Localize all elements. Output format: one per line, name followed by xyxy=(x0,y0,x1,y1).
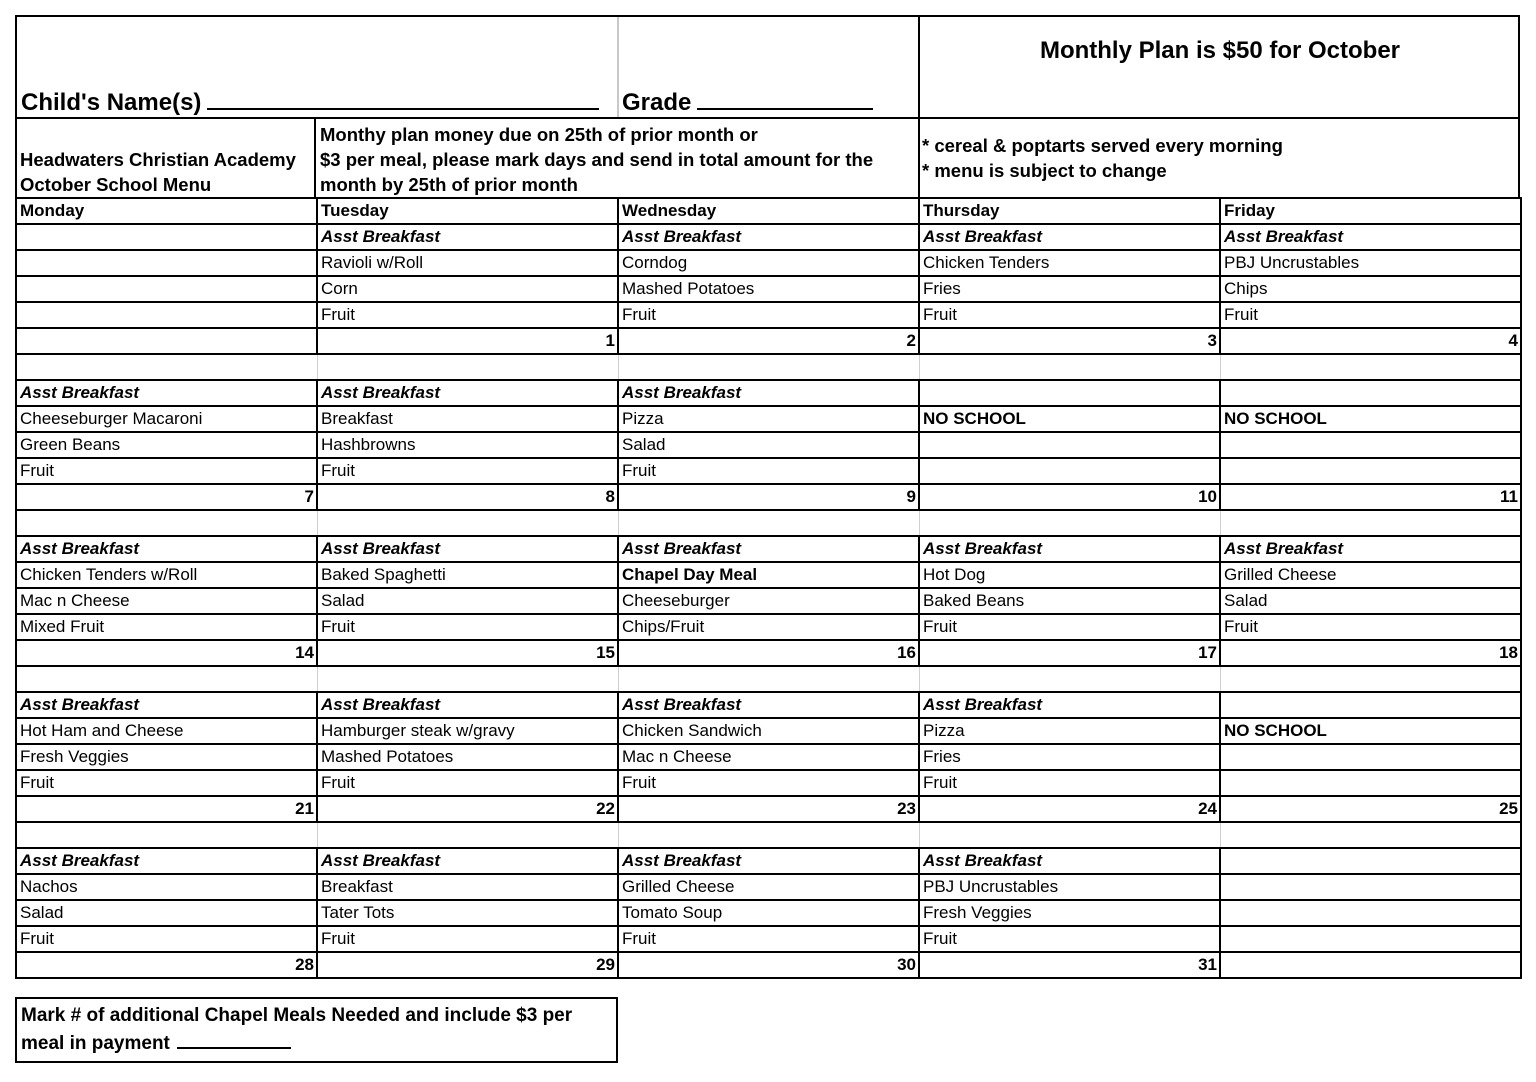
date-row xyxy=(16,640,1521,666)
menu-item-cell: Hashbrowns xyxy=(317,432,618,458)
date-number: 30 xyxy=(618,952,919,978)
menu-item-cell: Baked Beans xyxy=(919,588,1220,614)
menu-item-cell: Chips xyxy=(1220,276,1521,302)
date-row xyxy=(16,796,1521,822)
menu-item-cell: Mixed Fruit xyxy=(16,614,317,640)
menu-item-cell: Fruit xyxy=(16,770,317,796)
menu-row xyxy=(16,562,1521,588)
breakfast-cell: Asst Breakfast xyxy=(618,224,919,250)
menu-item-cell: Tater Tots xyxy=(317,900,618,926)
day-header-monday: Monday xyxy=(16,198,317,224)
date-number: 7 xyxy=(16,484,317,510)
chapel-note-line xyxy=(21,1030,612,1058)
breakfast-cell: Asst Breakfast xyxy=(317,692,618,718)
menu-row xyxy=(16,848,1521,874)
menu-row xyxy=(16,874,1521,900)
breakfast-cell: Asst Breakfast xyxy=(1220,536,1521,562)
menu-row xyxy=(16,770,1521,796)
menu-item-cell: Fruit xyxy=(317,302,618,328)
date-number: 22 xyxy=(317,796,618,822)
spacer-cell xyxy=(618,666,919,692)
breakfast-cell: Asst Breakfast xyxy=(919,692,1220,718)
menu-item-cell: Baked Spaghetti xyxy=(317,562,618,588)
breakfast-cell: Asst Breakfast xyxy=(618,692,919,718)
spacer-cell xyxy=(317,666,618,692)
day-header-thursday: Thursday xyxy=(919,198,1220,224)
menu-row xyxy=(16,250,1521,276)
date-row xyxy=(16,328,1521,354)
empty-cell xyxy=(1220,770,1521,796)
week-spacer-row xyxy=(16,822,1521,848)
empty-cell xyxy=(919,432,1220,458)
spacer-cell xyxy=(16,822,317,848)
menu-row xyxy=(16,302,1521,328)
empty-cell xyxy=(1220,926,1521,952)
breakfast-cell: Asst Breakfast xyxy=(317,380,618,406)
date-number: 14 xyxy=(16,640,317,666)
spacer-cell xyxy=(16,354,317,380)
empty-cell xyxy=(919,380,1220,406)
empty-cell xyxy=(1220,692,1521,718)
menu-item-cell: Tomato Soup xyxy=(618,900,919,926)
breakfast-cell: Asst Breakfast xyxy=(16,848,317,874)
spacer-cell xyxy=(919,822,1220,848)
menu-item-cell: Grilled Cheese xyxy=(1220,562,1521,588)
date-number: 2 xyxy=(618,328,919,354)
menu-item-cell: Fruit xyxy=(919,770,1220,796)
spacer-cell xyxy=(618,510,919,536)
spacer-cell xyxy=(1220,354,1521,380)
spacer-cell xyxy=(1220,666,1521,692)
breakfast-cell: Asst Breakfast xyxy=(618,536,919,562)
menu-item-cell: Hamburger steak w/gravy xyxy=(317,718,618,744)
empty-cell xyxy=(1220,744,1521,770)
spacer-cell xyxy=(16,510,317,536)
menu-item-cell: Salad xyxy=(317,588,618,614)
breakfast-cell: Asst Breakfast xyxy=(16,692,317,718)
empty-cell xyxy=(16,302,317,328)
menu-item-cell: Fruit xyxy=(618,302,919,328)
date-number: 17 xyxy=(919,640,1220,666)
menu-item-cell: Fruit xyxy=(618,458,919,484)
menu-item-cell: Cheeseburger Macaroni xyxy=(16,406,317,432)
menu-item-cell: Grilled Cheese xyxy=(618,874,919,900)
day-header-tuesday: Tuesday xyxy=(317,198,618,224)
menu-row xyxy=(16,536,1521,562)
menu-item-cell: Fruit xyxy=(919,614,1220,640)
spacer-cell xyxy=(618,822,919,848)
menu-item-cell: Mac n Cheese xyxy=(16,588,317,614)
divider xyxy=(617,17,619,117)
payment-text-line: month by 25th of prior month xyxy=(320,174,578,195)
breakfast-cell: Asst Breakfast xyxy=(16,536,317,562)
divider xyxy=(314,119,316,198)
empty-cell xyxy=(1220,458,1521,484)
school-name: Headwaters Christian Academy xyxy=(20,149,296,170)
child-name-field[interactable] xyxy=(21,89,599,117)
menu-row xyxy=(16,926,1521,952)
payment-text-line: $3 per meal, please mark days and send in total amount for the xyxy=(320,149,874,170)
day-header-wednesday: Wednesday xyxy=(618,198,919,224)
menu-row xyxy=(16,588,1521,614)
menu-row xyxy=(16,380,1521,406)
menu-row xyxy=(16,458,1521,484)
child-name-label: Child's Name(s) xyxy=(21,89,202,116)
menu-item-cell: Mac n Cheese xyxy=(618,744,919,770)
day-header-friday: Friday xyxy=(1220,198,1521,224)
menu-calendar xyxy=(15,197,1522,979)
menu-item-cell: Fruit xyxy=(317,458,618,484)
menu-item-cell: Fruit xyxy=(1220,614,1521,640)
breakfast-cell: Asst Breakfast xyxy=(16,380,317,406)
menu-row xyxy=(16,432,1521,458)
date-number: 10 xyxy=(919,484,1220,510)
menu-item-cell: Fruit xyxy=(618,926,919,952)
menu-row xyxy=(16,276,1521,302)
menu-item-cell: Fruit xyxy=(16,458,317,484)
spacer-cell xyxy=(317,354,618,380)
menu-item-cell: Hot Ham and Cheese xyxy=(16,718,317,744)
menu-row xyxy=(16,744,1521,770)
week-spacer-row xyxy=(16,354,1521,380)
date-number: 16 xyxy=(618,640,919,666)
empty-cell xyxy=(1220,432,1521,458)
divider xyxy=(918,17,920,117)
breakfast-cell: Asst Breakfast xyxy=(618,380,919,406)
spacer-cell xyxy=(919,510,1220,536)
menu-item-cell: Fries xyxy=(919,276,1220,302)
spacer-cell xyxy=(16,666,317,692)
menu-item-cell: Mashed Potatoes xyxy=(618,276,919,302)
breakfast-cell: Asst Breakfast xyxy=(1220,224,1521,250)
menu-item-cell: Salad xyxy=(16,900,317,926)
menu-item-cell: Fries xyxy=(919,744,1220,770)
menu-item-cell: Corn xyxy=(317,276,618,302)
breakfast-cell: Asst Breakfast xyxy=(618,848,919,874)
menu-item-cell: Chicken Sandwich xyxy=(618,718,919,744)
payment-text-line: Monthy plan money due on 25th of prior month or xyxy=(320,124,758,145)
spacer-cell xyxy=(317,510,618,536)
menu-item-cell: Nachos xyxy=(16,874,317,900)
spacer-cell xyxy=(919,666,1220,692)
menu-item-cell: Pizza xyxy=(919,718,1220,744)
divider xyxy=(918,119,920,198)
menu-item-cell: Fruit xyxy=(1220,302,1521,328)
menu-item-cell: Fresh Veggies xyxy=(16,744,317,770)
menu-item-cell: Chicken Tenders xyxy=(919,250,1220,276)
menu-item-cell: Fruit xyxy=(919,926,1220,952)
date-number: 23 xyxy=(618,796,919,822)
date-number: 1 xyxy=(317,328,618,354)
menu-item-cell: Chapel Day Meal xyxy=(618,562,919,588)
menu-item-cell: Pizza xyxy=(618,406,919,432)
menu-row xyxy=(16,692,1521,718)
date-number: 18 xyxy=(1220,640,1521,666)
payment-instructions xyxy=(320,122,873,197)
spacer-cell xyxy=(1220,822,1521,848)
date-row xyxy=(16,484,1521,510)
menu-item-cell: Hot Dog xyxy=(919,562,1220,588)
date-number: 24 xyxy=(919,796,1220,822)
empty-cell xyxy=(1220,380,1521,406)
grade-blank[interactable] xyxy=(697,107,873,110)
menu-item-cell: Fresh Veggies xyxy=(919,900,1220,926)
date-number: 21 xyxy=(16,796,317,822)
date-number: 15 xyxy=(317,640,618,666)
menu-item-cell: Breakfast xyxy=(317,406,618,432)
date-number: 4 xyxy=(1220,328,1521,354)
date-number: 28 xyxy=(16,952,317,978)
menu-item-cell: Fruit xyxy=(317,926,618,952)
date-number: 3 xyxy=(919,328,1220,354)
week-spacer-row xyxy=(16,666,1521,692)
breakfast-cell: Asst Breakfast xyxy=(919,224,1220,250)
menu-item-cell: Breakfast xyxy=(317,874,618,900)
chapel-note-text: meal in payment xyxy=(21,1033,170,1054)
breakfast-cell: Asst Breakfast xyxy=(317,224,618,250)
date-number xyxy=(16,328,317,354)
info-row xyxy=(15,117,1520,198)
chapel-meals-blank[interactable] xyxy=(177,1046,291,1049)
menu-item-cell: Chicken Tenders w/Roll xyxy=(16,562,317,588)
menu-item-cell: Fruit xyxy=(317,614,618,640)
menu-item-cell: Mashed Potatoes xyxy=(317,744,618,770)
spacer-cell xyxy=(919,354,1220,380)
menu-item-cell: Fruit xyxy=(919,302,1220,328)
date-number: 11 xyxy=(1220,484,1521,510)
breakfast-cell: Asst Breakfast xyxy=(919,536,1220,562)
menu-item-cell: Cheeseburger xyxy=(618,588,919,614)
menu-row xyxy=(16,900,1521,926)
menu-item-cell: NO SCHOOL xyxy=(1220,718,1521,744)
week-spacer-row xyxy=(16,510,1521,536)
menu-item-cell: PBJ Uncrustables xyxy=(919,874,1220,900)
empty-cell xyxy=(16,276,317,302)
menu-item-cell: Chips/Fruit xyxy=(618,614,919,640)
date-number: 29 xyxy=(317,952,618,978)
date-number: 31 xyxy=(919,952,1220,978)
menu-item-cell: Corndog xyxy=(618,250,919,276)
chapel-meals-note xyxy=(15,997,618,1063)
date-number: 9 xyxy=(618,484,919,510)
grade-label: Grade xyxy=(622,89,692,116)
chapel-note-line: Mark # of additional Chapel Meals Needed and include $3 per xyxy=(21,1005,573,1026)
menu-row xyxy=(16,614,1521,640)
day-header-row xyxy=(16,198,1521,224)
empty-cell xyxy=(1220,900,1521,926)
menu-notes xyxy=(922,133,1283,183)
breakfast-cell: Asst Breakfast xyxy=(919,848,1220,874)
empty-cell xyxy=(16,224,317,250)
menu-item-cell: Ravioli w/Roll xyxy=(317,250,618,276)
empty-cell xyxy=(1220,848,1521,874)
menu-item-cell: NO SCHOOL xyxy=(1220,406,1521,432)
menu-item-cell: Green Beans xyxy=(16,432,317,458)
spacer-cell xyxy=(317,822,618,848)
menu-item-cell: Salad xyxy=(1220,588,1521,614)
date-number: 25 xyxy=(1220,796,1521,822)
menu-note-line: * menu is subject to change xyxy=(922,160,1167,181)
menu-row xyxy=(16,224,1521,250)
empty-cell xyxy=(16,250,317,276)
monthly-plan-title: Monthly Plan is $50 for October xyxy=(1039,37,1401,64)
menu-note-line: * cereal & poptarts served every morning xyxy=(922,135,1283,156)
menu-item-cell: NO SCHOOL xyxy=(919,406,1220,432)
breakfast-cell: Asst Breakfast xyxy=(317,536,618,562)
breakfast-cell: Asst Breakfast xyxy=(317,848,618,874)
school-title xyxy=(20,147,296,197)
empty-cell xyxy=(1220,874,1521,900)
menu-title: October School Menu xyxy=(20,174,212,195)
menu-item-cell: Fruit xyxy=(317,770,618,796)
form-header xyxy=(15,15,1520,117)
menu-item-cell: Salad xyxy=(618,432,919,458)
menu-row xyxy=(16,718,1521,744)
menu-item-cell: Fruit xyxy=(618,770,919,796)
spacer-cell xyxy=(618,354,919,380)
empty-cell xyxy=(919,458,1220,484)
grade-field[interactable] xyxy=(622,89,873,117)
date-number: 8 xyxy=(317,484,618,510)
menu-item-cell: Fruit xyxy=(16,926,317,952)
date-row xyxy=(16,952,1521,978)
menu-item-cell: PBJ Uncrustables xyxy=(1220,250,1521,276)
date-number xyxy=(1220,952,1521,978)
child-name-blank[interactable] xyxy=(207,107,599,110)
spacer-cell xyxy=(1220,510,1521,536)
menu-row xyxy=(16,406,1521,432)
